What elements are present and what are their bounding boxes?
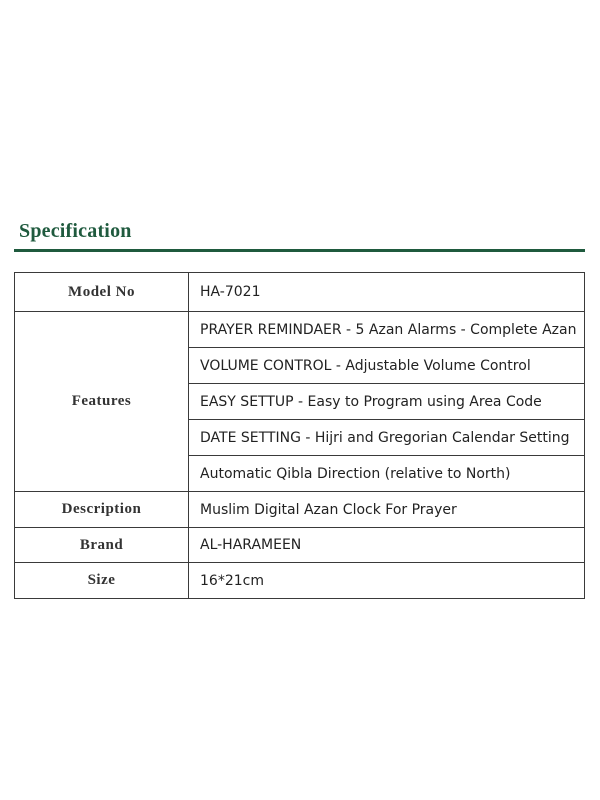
- feature-item: EASY SETTUP - Easy to Program using Area Code: [189, 384, 585, 420]
- brand-label: Brand: [15, 528, 189, 563]
- specification-table: [14, 272, 585, 599]
- features-label: Features: [15, 312, 189, 492]
- feature-item: Automatic Qibla Direction (relative to North): [189, 456, 585, 492]
- table-row-description: [15, 492, 585, 528]
- description-label: Description: [15, 492, 189, 528]
- table-row-brand: [15, 528, 585, 563]
- description-value: Muslim Digital Azan Clock For Prayer: [189, 492, 585, 528]
- size-value: 16*21cm: [189, 563, 585, 599]
- table-row-feature: [15, 312, 585, 348]
- feature-item: PRAYER REMINDAER - 5 Azan Alarms - Complete Azan: [189, 312, 585, 348]
- table-row-model: [15, 273, 585, 312]
- brand-value: AL-HARAMEEN: [189, 528, 585, 563]
- model-label: Model No: [15, 273, 189, 312]
- table-row-size: [15, 563, 585, 599]
- size-label: Size: [15, 563, 189, 599]
- feature-item: VOLUME CONTROL - Adjustable Volume Control: [189, 348, 585, 384]
- feature-item: DATE SETTING - Hijri and Gregorian Calendar Setting: [189, 420, 585, 456]
- title-divider: [14, 249, 585, 252]
- page-title: Specification: [19, 220, 132, 242]
- model-value: HA-7021: [189, 273, 585, 312]
